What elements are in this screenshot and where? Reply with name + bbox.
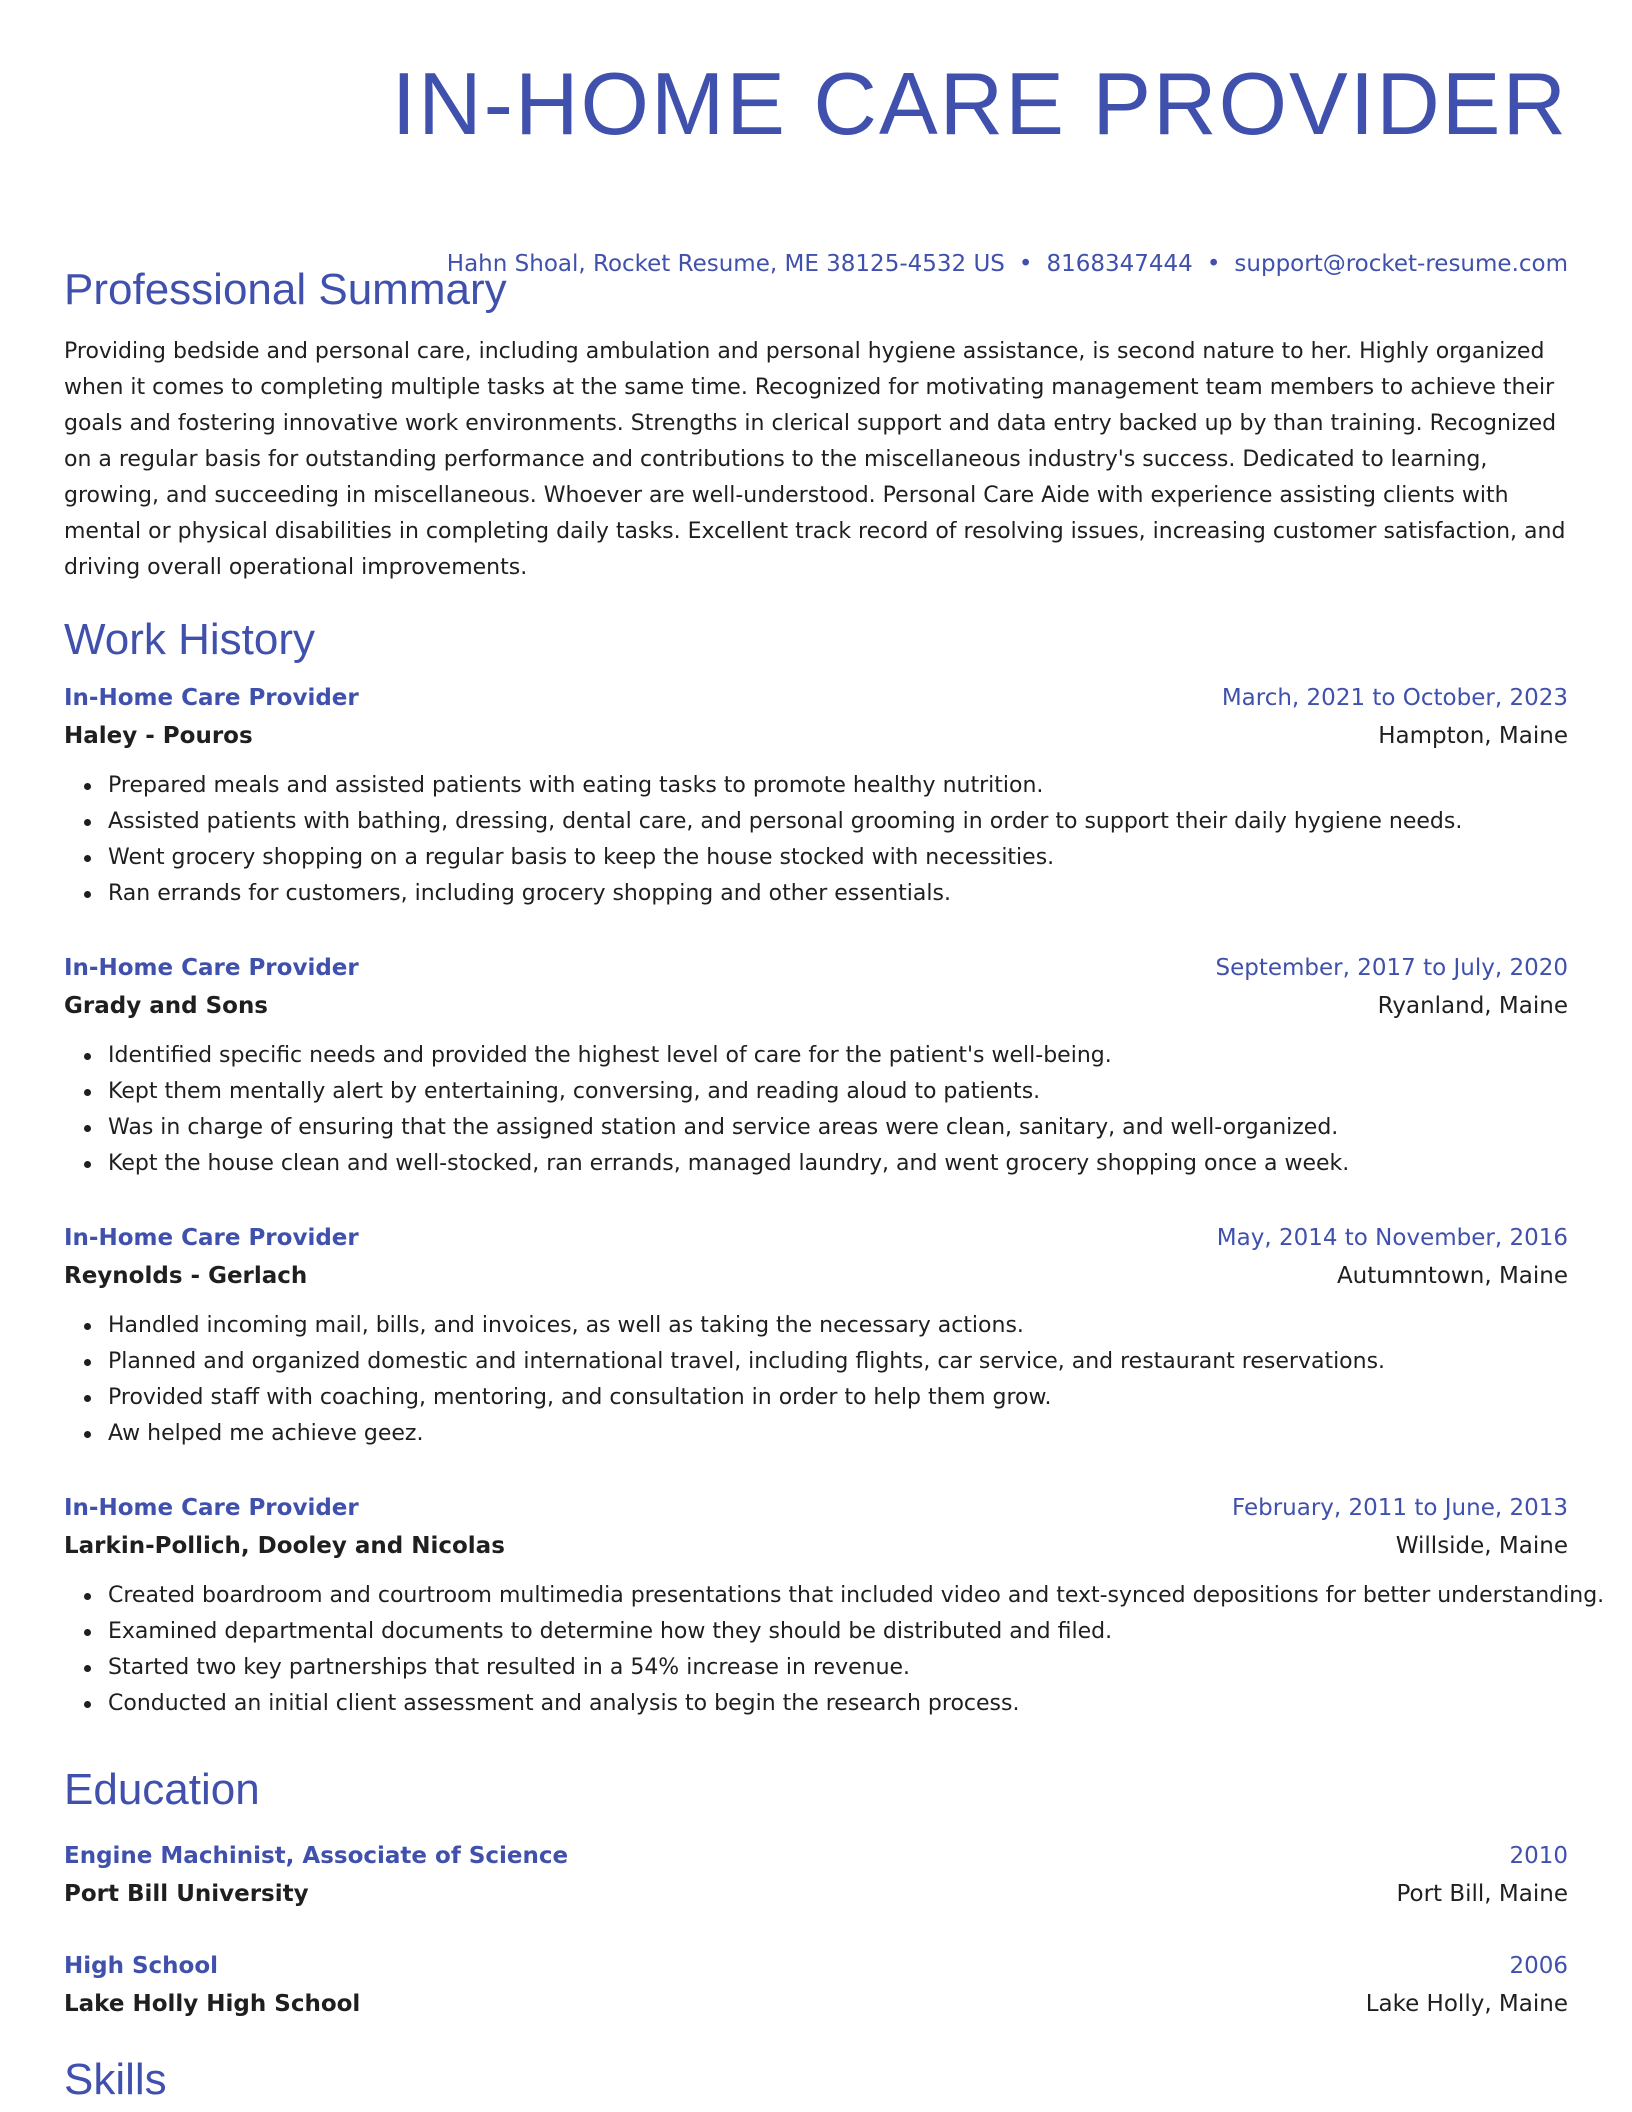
bullet-icon: [84, 1629, 91, 1636]
job-bullets: [64, 1578, 1605, 1722]
resume-header: [64, 0, 1568, 156]
job-title: In-Home Care Provider: [64, 1495, 359, 1521]
education-location: Lake Holly, Maine: [1365, 1991, 1568, 2017]
job-entry: [64, 950, 1568, 1182]
job-bullet: Handled incoming mail, bills, and invoices, as well as taking the necessary actions.: [108, 1308, 1568, 1344]
bullet-icon: [84, 891, 91, 898]
education-year: 2006: [1509, 1953, 1568, 1979]
job-bullet: Identified specific needs and provided the highest level of care for the patient's well-being.: [108, 1038, 1568, 1074]
job-bullets: [64, 1308, 1568, 1452]
education-location: Port Bill, Maine: [1396, 1881, 1568, 1907]
job-bullet: Kept them mentally alert by entertaining, conversing, and reading aloud to patients.: [108, 1074, 1568, 1110]
contact-line: [447, 248, 1568, 280]
job-dates: February, 2011 to June, 2013: [1231, 1495, 1568, 1521]
job-bullets: [64, 1038, 1568, 1182]
job-bullet: Aw helped me achieve geez.: [108, 1416, 1568, 1452]
summary-text: Providing bedside and personal care, including ambulation and personal hygiene assistance, is second nature to her. Highly organized when it comes to completing multiple tasks at the same time. Recognized for motivating management team members to achieve their goals and fostering innovative work environments. Strengths in clerical support and data entry backed up by than training. Recognized on a regular basis for outstanding performance and contributions to the miscellaneous industry's success. Dedicated to learning, growing, and succeeding in miscellaneous. Whoever are well-understood. Personal Care Aide with experience assisting clients with mental or physical disabilities in completing daily tasks. Excellent track record of resolving issues, increasing customer satisfaction, and driving overall operational improvements.: [64, 339, 1566, 580]
bullet-icon: [84, 1053, 91, 1060]
job-company: Larkin-Pollich, Dooley and Nicolas: [64, 1533, 505, 1559]
job-bullet: Prepared meals and assisted patients with eating tasks to promote healthy nutrition.: [108, 768, 1568, 804]
job-bullet: Examined departmental documents to determine how they should be distributed and filed.: [108, 1614, 1568, 1650]
resume-name: IN-HOME CARE PROVIDER: [391, 54, 1568, 153]
contact-email[interactable]: support@rocket-resume.com: [1234, 251, 1568, 277]
contact-separator: •: [1206, 251, 1221, 277]
bullet-icon: [84, 819, 91, 826]
job-location: Autumntown, Maine: [1336, 1263, 1568, 1289]
education-year: 2010: [1509, 1843, 1568, 1869]
job-location: Hampton, Maine: [1378, 723, 1568, 749]
job-bullet: Provided staff with coaching, mentoring, and consultation in order to help them grow.: [108, 1380, 1568, 1416]
education-degree: Engine Machinist, Associate of Science: [64, 1843, 569, 1869]
job-title: In-Home Care Provider: [64, 685, 359, 711]
job-entry: [64, 680, 1568, 912]
bullet-icon: [84, 1395, 91, 1402]
job-dates: September, 2017 to July, 2020: [1215, 955, 1568, 981]
job-bullet: Created boardroom and courtroom multimedia presentations that included video and text-synced depositions for better understanding.: [108, 1578, 1568, 1614]
job-entry: [64, 1220, 1568, 1452]
job-dates: May, 2014 to November, 2016: [1216, 1225, 1568, 1251]
bullet-icon: [84, 783, 91, 790]
skills-heading: Skills: [64, 2055, 167, 2104]
job-bullets: [64, 768, 1568, 912]
bullet-icon: [84, 1593, 91, 1600]
job-entry: [64, 1490, 1605, 1722]
job-location: Willside, Maine: [1395, 1533, 1568, 1559]
bullet-icon: [84, 1665, 91, 1672]
job-bullet: Assisted patients with bathing, dressing, dental care, and personal grooming in order to support their daily hygiene needs.: [108, 804, 1568, 840]
job-bullet: Started two key partnerships that resulted in a 54% increase in revenue.: [108, 1650, 1568, 1686]
bullet-icon: [84, 1359, 91, 1366]
job-dates: March, 2021 to October, 2023: [1221, 685, 1568, 711]
bullet-icon: [84, 1323, 91, 1330]
job-company: Reynolds - Gerlach: [64, 1263, 308, 1289]
contact-address: Hahn Shoal, Rocket Resume, ME 38125-4532 US: [446, 251, 1005, 277]
job-bullet: Was in charge of ensuring that the assigned station and service areas were clean, sanitary, and well-organized.: [108, 1110, 1568, 1146]
job-bullet: Planned and organized domestic and international travel, including flights, car service, and restaurant reservations.: [108, 1344, 1568, 1380]
education-entry: [64, 1838, 1568, 1914]
job-company: Haley - Pouros: [64, 723, 253, 749]
bullet-icon: [84, 1089, 91, 1096]
job-bullet: Conducted an initial client assessment and analysis to begin the research process.: [108, 1686, 1568, 1722]
bullet-icon: [84, 855, 91, 862]
education-degree: High School: [64, 1953, 219, 1979]
contact-phone: 8168347444: [1046, 251, 1193, 277]
job-title: In-Home Care Provider: [64, 1225, 359, 1251]
job-bullet: Went grocery shopping on a regular basis to keep the house stocked with necessities.: [108, 840, 1568, 876]
bullet-icon: [84, 1161, 91, 1168]
work-history-heading: Work History: [64, 615, 315, 664]
summary-heading: Professional Summary: [64, 265, 507, 314]
education-entry: [64, 1948, 1568, 2024]
job-bullet: Ran errands for customers, including grocery shopping and other essentials.: [108, 876, 1568, 912]
education-heading: Education: [64, 1765, 260, 1814]
bullet-icon: [84, 1431, 91, 1438]
bullet-icon: [84, 1125, 91, 1132]
contact-separator: •: [1018, 251, 1033, 277]
job-bullet: Kept the house clean and well-stocked, ran errands, managed laundry, and went grocery shopping once a week.: [108, 1146, 1568, 1182]
job-title: In-Home Care Provider: [64, 955, 359, 981]
job-location: Ryanland, Maine: [1377, 993, 1568, 1019]
education-school: Port Bill University: [64, 1881, 309, 1907]
job-company: Grady and Sons: [64, 993, 269, 1019]
education-school: Lake Holly High School: [64, 1991, 361, 2017]
bullet-icon: [84, 1701, 91, 1708]
